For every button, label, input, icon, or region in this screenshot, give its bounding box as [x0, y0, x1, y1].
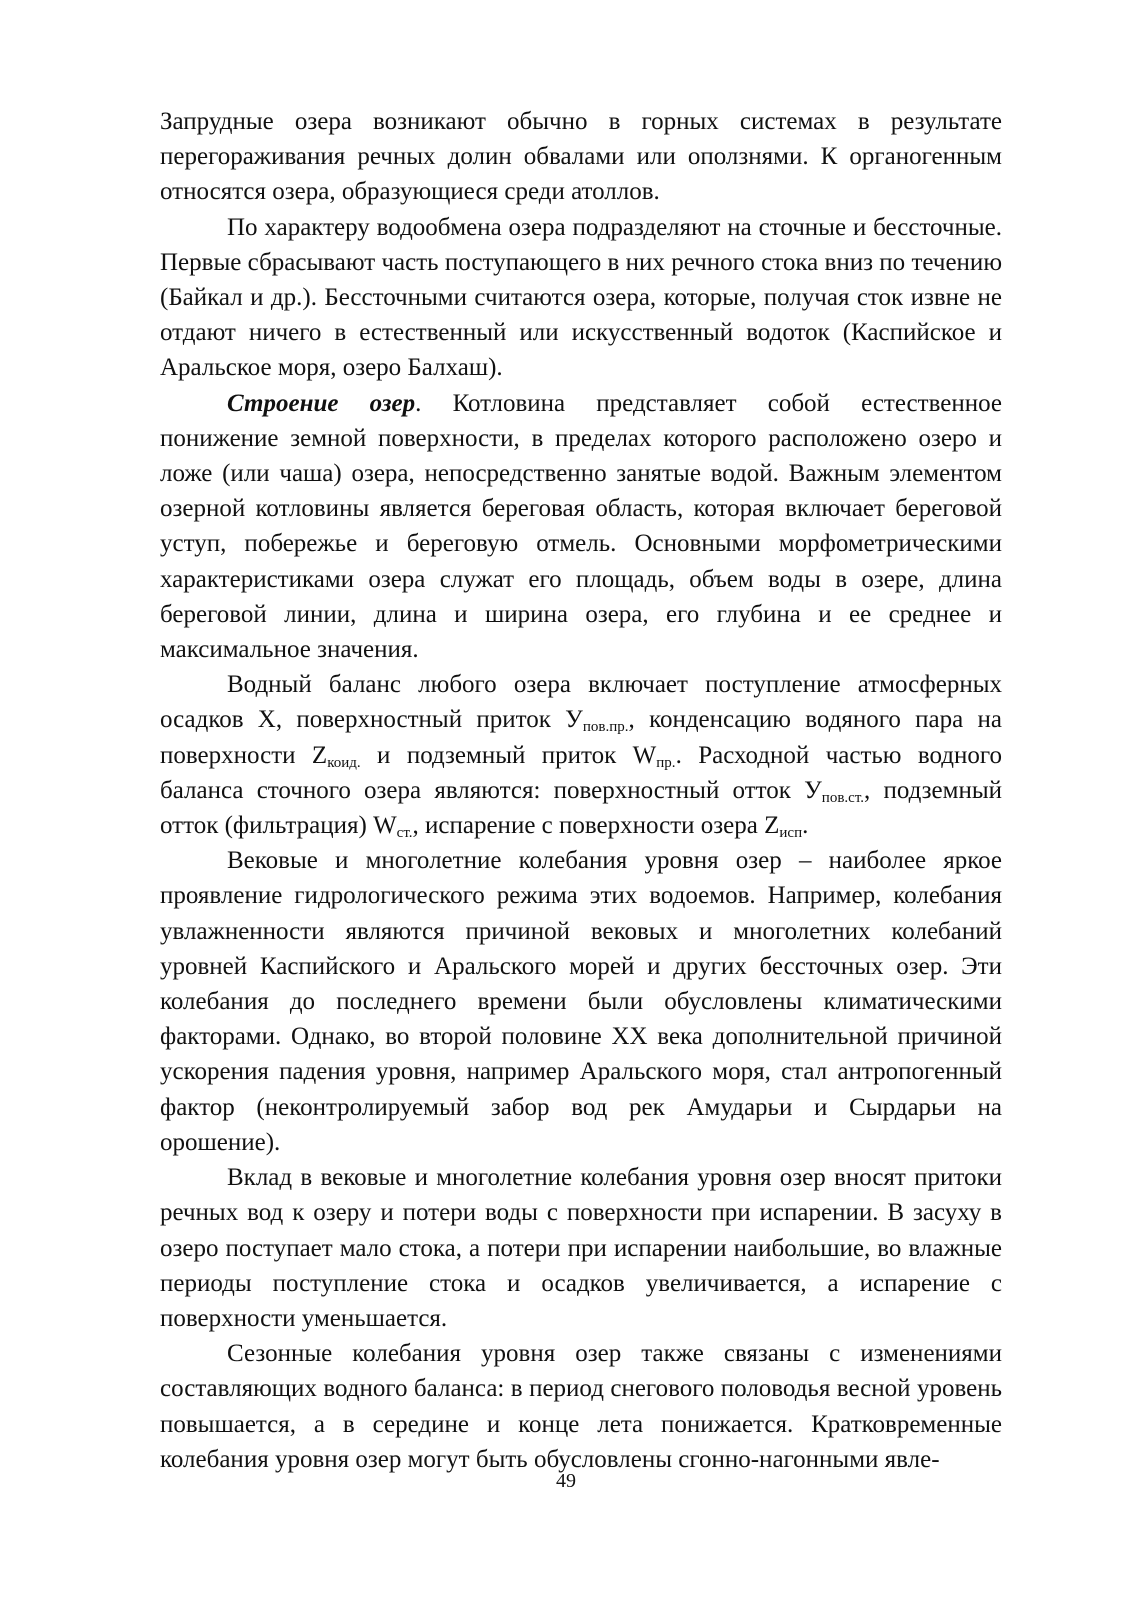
subscript-surface-inflow: пов.пр. — [582, 719, 629, 736]
water-balance-text-6: , испарение с поверхности озера Z — [412, 812, 780, 840]
section-heading-lake-structure: Строение озер — [227, 389, 416, 417]
water-balance-text-7: . — [802, 812, 809, 840]
paragraph-lake-structure-text: . Котловина представляет собой естественное понижение земной поверхности, в пределах которого расположено озеро и ложе (или чаша) озера, непосредственно занятые водой. Важным элементом озерной котловины является береговая область, которая включает береговой уступ, побережье и береговую отмель. Основными морфометрическими характеристиками озера служат его площадь, объем воды в озере, длина береговой линии, длина и ширина озера, его глубина и ее среднее и максимальное значения. — [160, 389, 1002, 664]
paragraph-seasonal-fluctuations: Сезонные колебания уровня озер также связаны с изменениями составляющих водного баланса: в период снегового половодья весной уровень повышается, а в середине и конце лета понижается. Кратковременные колебания уровня озер могут быть обусловлены сгонно-нагонными явле- — [160, 1340, 1002, 1473]
page-number: 49 — [556, 1470, 576, 1492]
subscript-surface-outflow: пов.ст. — [821, 789, 864, 806]
paragraph-lake-structure — [160, 386, 1002, 668]
paragraph-secular-fluctuations: Вековые и многолетние колебания уровня озер – наиболее яркое проявление гидрологического режима этих водоемов. Например, колебания увлажненности являются причиной вековых и многолетних колебаний уровней Каспийского и Аральского морей и других бессточных озер. Эти колебания до последнего времени были обусловлены климатическими факторами. Однако, во второй половине XX века дополнительной причиной ускорения падения уровня, например Аральского моря, стал антропогенный фактор (неконтролируемый забор вод рек Амударьи и Сырдарьи на орошение). — [160, 847, 1002, 1156]
subscript-filtration: ст. — [396, 825, 413, 842]
subscript-evaporation: исп — [779, 825, 803, 842]
water-balance-text-1: Водный баланс любого озера включает поступление атмосферных осадков X, поверхностный приток У — [160, 671, 1002, 734]
subscript-groundwater-inflow: пр. — [656, 754, 676, 771]
water-balance-text-4: . Расходной частью водного баланса сточного озера являются: поверхностный отток У — [160, 741, 1003, 804]
body-text — [160, 104, 1002, 1477]
water-balance-text-5: , подземный отток (фильтрация) W — [160, 776, 1002, 840]
paragraph-dammed-lakes: Запрудные озера возникают обычно в горных системах в результате перегораживания речных долин обвалами или оползнями. К органогенным относятся озера, образующиеся среди атоллов. — [160, 108, 1002, 206]
paragraph-water-exchange: По характеру водообмена озера подразделяют на сточные и бессточные. Первые сбрасывают часть поступающего в них речного стока вниз по течению (Байкал и др.). Бессточными считаются озера, которые, получая сток извне не отдают ничего в естественный или искусственный водоток (Каспийское и Аральское моря, озеро Балхаш). — [160, 213, 1002, 382]
water-balance-text-2: , конденсацию водяного пара на поверхности Z — [160, 706, 1002, 769]
water-balance-text-3: и подземный приток W — [360, 741, 657, 769]
paragraph-water-balance — [160, 667, 1002, 843]
paragraph-contribution: Вклад в вековые и многолетние колебания уровня озер вносят притоки речных вод к озеру и потери воды с поверхности при испарении. В засуху в озеро поступает мало стока, а потери при испарении наибольшие, во влажные периоды поступление стока и осадков увеличивается, а испарение с поверхности уменьшается. — [160, 1164, 1002, 1332]
subscript-condensation: коид. — [327, 754, 361, 771]
